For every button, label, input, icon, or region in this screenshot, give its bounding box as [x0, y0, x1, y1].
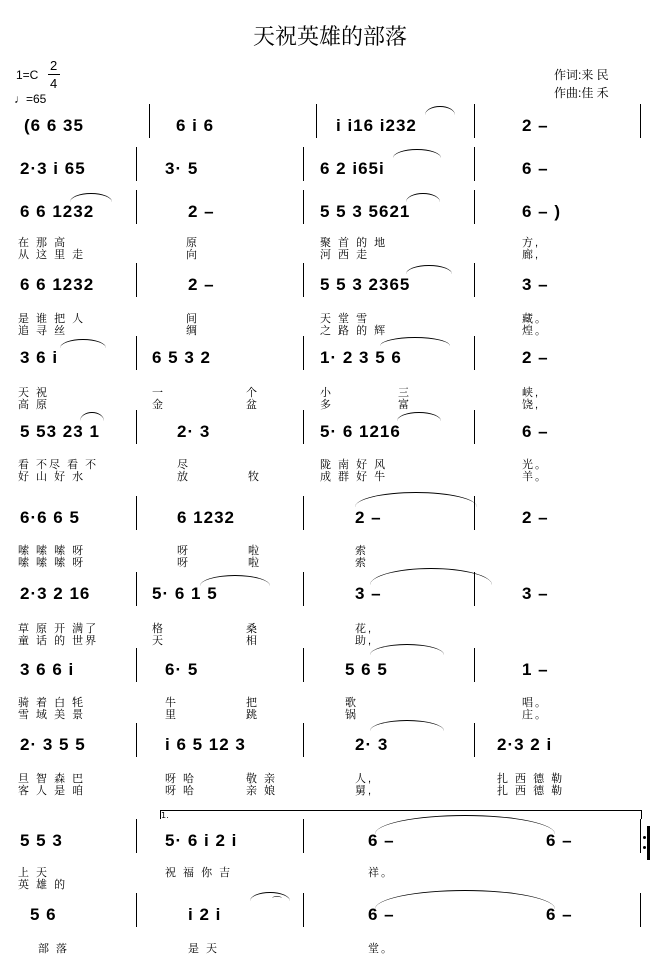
- measure-notes: 2 –: [522, 348, 549, 367]
- measure-notes: 2 –: [522, 508, 549, 527]
- bar-line: [474, 190, 475, 224]
- lyric-text: 饶,: [522, 399, 541, 411]
- slur: [406, 193, 440, 202]
- bar-line: [474, 336, 475, 370]
- lyric-text: 在 那 高: [18, 237, 68, 249]
- measure-notes: 6 –: [368, 905, 395, 924]
- measure-notes: 6 6 1232: [20, 275, 95, 294]
- measure-notes: 6 6 1232: [20, 202, 95, 221]
- measure-notes: 5· 6 1216: [320, 422, 401, 441]
- lyric-text: 助,: [355, 635, 374, 647]
- lyric-text: 一: [152, 387, 165, 399]
- time-signature-bottom: 4: [50, 76, 58, 91]
- measure-notes: i 2 i: [188, 905, 222, 924]
- lyric-text: 格: [152, 623, 165, 635]
- measure-notes: 2 –: [522, 116, 549, 135]
- lyric-text: 堂。: [368, 943, 394, 955]
- bar-line: [474, 147, 475, 181]
- measure-notes: 5 6 5: [345, 660, 388, 679]
- lyric-text: 藏。: [522, 313, 548, 325]
- bar-line: [303, 648, 304, 682]
- bar-line: [303, 263, 304, 297]
- time-signature-line: [48, 74, 60, 75]
- bar-line: [303, 147, 304, 181]
- measure-notes: 3 6 6 i: [20, 660, 75, 679]
- bar-line: [303, 496, 304, 530]
- lyric-text: 人,: [355, 773, 374, 785]
- bar-line: [136, 723, 137, 757]
- measure-notes: i 6 5 12 3: [165, 735, 246, 754]
- notation-row: [14, 118, 646, 148]
- lyric-text: 从 这 里 走: [18, 249, 86, 261]
- notation-row: [14, 161, 646, 191]
- measure-notes: 2 –: [188, 275, 215, 294]
- bar-line: [303, 572, 304, 606]
- lyric-text: 三: [398, 387, 411, 399]
- measure-notes: 5· 6 i 2 i: [165, 831, 238, 850]
- lyric-text: 金: [152, 399, 165, 411]
- lyric-text: 是 天: [188, 943, 220, 955]
- lyric-text: 呀: [177, 545, 190, 557]
- lyric-text: 陇 南 好 风: [320, 459, 388, 471]
- measure-notes: 2 –: [355, 508, 382, 527]
- lyric-text: 跳: [246, 709, 259, 721]
- lyric-text: 看 不尽 看 不: [18, 459, 99, 471]
- measure-notes: 3 6 i: [20, 348, 59, 367]
- measure-notes: 6 i 6: [176, 116, 215, 135]
- bar-line: [316, 104, 317, 138]
- bar-line: [303, 723, 304, 757]
- lyricist-credit: 作词:来 民: [554, 68, 609, 82]
- lyric-text: 歌: [345, 697, 358, 709]
- measure-notes: 5 5 3: [20, 831, 63, 850]
- measure-notes: 3· 5: [165, 159, 199, 178]
- measure-notes: 6 –: [522, 159, 549, 178]
- first-ending-bracket: 1.: [160, 810, 642, 819]
- bar-line: [640, 104, 641, 138]
- notation-row: [14, 907, 646, 937]
- bar-line: [136, 819, 137, 853]
- lyric-text: 亲 娘: [246, 785, 278, 797]
- measure-notes: 2·3 2 16: [20, 584, 91, 603]
- lyric-text: 天 祝: [18, 387, 50, 399]
- notation-row: [14, 204, 646, 234]
- notation-row: [14, 350, 646, 380]
- fermata-icon: ⌒: [272, 897, 282, 908]
- measure-notes: 3 –: [522, 584, 549, 603]
- lyric-text: 索: [355, 557, 368, 569]
- lyric-text: 啦: [248, 557, 261, 569]
- bar-line: [303, 336, 304, 370]
- lyric-text: 是 谁 把 人: [18, 313, 86, 325]
- lyric-text: 聚 首 的 地: [320, 237, 388, 249]
- lyric-text: 富: [398, 399, 411, 411]
- bar-line: [136, 263, 137, 297]
- lyric-text: 高 原: [18, 399, 50, 411]
- lyric-text: 小: [320, 387, 333, 399]
- bar-line: [474, 648, 475, 682]
- bar-line: [640, 819, 641, 853]
- measure-notes: 2·3 i 65: [20, 159, 86, 178]
- lyric-text: 盆: [246, 399, 259, 411]
- bar-line: [474, 263, 475, 297]
- measure-notes: 6·6 6 5: [20, 508, 80, 527]
- measure-notes: 3 –: [522, 275, 549, 294]
- measure-notes: 5 6: [30, 905, 57, 924]
- notation-row: [14, 510, 646, 540]
- lyric-text: 个: [246, 387, 259, 399]
- song-title: 天祝英雄的部落: [252, 25, 407, 50]
- lyric-text: 间: [186, 313, 199, 325]
- slur: [380, 337, 450, 346]
- notation-row: [14, 424, 646, 454]
- bar-line: [136, 336, 137, 370]
- lyric-text: 祝 福 你 吉: [165, 867, 233, 879]
- lyric-text: 桑: [246, 623, 259, 635]
- bar-line: [474, 104, 475, 138]
- lyric-text: 部 落: [38, 943, 70, 955]
- lyric-text: 骑 着 白 牦: [18, 697, 86, 709]
- lyric-text: 庄。: [522, 709, 548, 721]
- notation-row: [14, 277, 646, 307]
- lyric-text: 光。: [522, 459, 548, 471]
- measure-notes: 6 –: [522, 422, 549, 441]
- lyric-text: 原: [186, 237, 199, 249]
- bar-line: [136, 147, 137, 181]
- lyric-text: 索: [355, 545, 368, 557]
- bar-line: [136, 190, 137, 224]
- notation-row: [14, 662, 646, 692]
- bar-line: [303, 410, 304, 444]
- measure-notes: 2 –: [188, 202, 215, 221]
- bar-line: [136, 496, 137, 530]
- repeat-dot: [643, 846, 646, 849]
- measure-notes: 2· 3: [177, 422, 211, 441]
- lyric-text: 呀: [177, 557, 190, 569]
- bar-line: [149, 104, 150, 138]
- bar-line: [303, 190, 304, 224]
- lyric-text: 峡,: [522, 387, 541, 399]
- tie: [375, 890, 555, 909]
- lyric-text: 草 原 开 满了: [18, 623, 99, 635]
- slur: [70, 193, 112, 202]
- composer-credit: 作曲:佳 禾: [554, 86, 609, 100]
- slur: [60, 339, 106, 348]
- measure-notes: 2· 3 5 5: [20, 735, 86, 754]
- bar-line: [474, 723, 475, 757]
- lyric-text: 天 堂 雪: [320, 313, 370, 325]
- measure-notes: 6 5 3 2: [152, 348, 211, 367]
- tempo-mark: ♩=65: [14, 92, 47, 106]
- lyric-text: 嗦 嗦 嗦 呀: [18, 557, 86, 569]
- measure-notes: (6 6 35: [24, 116, 84, 135]
- bar-line: [303, 819, 304, 853]
- lyric-text: 唱。: [522, 697, 548, 709]
- lyric-text: 牛: [165, 697, 178, 709]
- measure-notes: 2·3 2 i: [497, 735, 553, 754]
- lyric-text: 扎 西 德 勒: [497, 773, 565, 785]
- measure-notes: 5· 6 1 5: [152, 584, 218, 603]
- lyric-text: 上 天: [18, 867, 50, 879]
- repeat-bar: [647, 826, 650, 860]
- bar-line: [136, 893, 137, 927]
- notation-row: [14, 737, 646, 767]
- lyric-text: 雪 域 美 景: [18, 709, 86, 721]
- measure-notes: 1 –: [522, 660, 549, 679]
- bar-line: [136, 410, 137, 444]
- slur: [393, 149, 441, 158]
- measure-notes: 5 5 3 5621: [320, 202, 411, 221]
- lyric-text: 童 话 的 世界: [18, 635, 99, 647]
- measure-notes: i i16 i232: [336, 116, 417, 135]
- lyric-text: 啦: [248, 545, 261, 557]
- bar-line: [474, 410, 475, 444]
- tie: [355, 492, 477, 507]
- lyric-text: 绸: [186, 325, 199, 337]
- lyric-text: 敬 亲: [246, 773, 278, 785]
- lyric-text: 呀 哈: [165, 773, 197, 785]
- lyric-text: 呀 哈: [165, 785, 197, 797]
- slur: [80, 412, 104, 421]
- measure-notes: 5 53 23 1: [20, 422, 100, 441]
- measure-notes: 6 –: [546, 831, 573, 850]
- slur: [370, 720, 444, 731]
- measure-notes: 6 –: [546, 905, 573, 924]
- measure-notes: 6 – ): [522, 202, 562, 221]
- lyric-text: 旦 智 森 巴: [18, 773, 86, 785]
- measure-notes: 6 2 i65i: [320, 159, 385, 178]
- lyric-text: 嗦 嗦 嗦 呀: [18, 545, 86, 557]
- lyric-text: 好 山 好 水: [18, 471, 86, 483]
- time-signature-top: 2: [50, 58, 58, 73]
- notation-row: [14, 586, 646, 616]
- notation-row: [14, 833, 646, 863]
- lyric-text: 客 人 是 咱: [18, 785, 86, 797]
- lyric-text: 相: [246, 635, 259, 647]
- key-signature: 1=C: [16, 68, 39, 82]
- lyric-text: 扎 西 德 勒: [497, 785, 565, 797]
- measure-notes: 6 –: [368, 831, 395, 850]
- measure-notes: 6 1232: [177, 508, 235, 527]
- lyric-text: 追 寻 丝: [18, 325, 68, 337]
- slur: [250, 892, 290, 901]
- tie: [370, 568, 492, 585]
- lyric-text: 牧: [248, 471, 261, 483]
- repeat-dot: [643, 836, 646, 839]
- slur: [200, 575, 270, 586]
- lyric-text: 放: [177, 471, 190, 483]
- lyric-text: 尽: [177, 459, 190, 471]
- lyric-text: 花,: [355, 623, 374, 635]
- bar-line: [136, 572, 137, 606]
- lyric-text: 向: [186, 249, 199, 261]
- lyric-text: 里: [165, 709, 178, 721]
- measure-notes: 5 5 3 2365: [320, 275, 411, 294]
- lyric-text: 祥。: [368, 867, 394, 879]
- lyric-text: 英 雄 的: [18, 879, 68, 891]
- lyric-text: 之 路 的 辉: [320, 325, 388, 337]
- lyric-text: 天: [152, 635, 165, 647]
- bar-line: [303, 893, 304, 927]
- measure-notes: 6· 5: [165, 660, 199, 679]
- measure-notes: 2· 3: [355, 735, 389, 754]
- lyric-text: 河 西 走: [320, 249, 370, 261]
- bar-line: [136, 648, 137, 682]
- slur: [370, 644, 444, 655]
- slur: [406, 265, 452, 274]
- lyric-text: 方,: [522, 237, 541, 249]
- bar-line: [640, 893, 641, 927]
- slur: [425, 106, 455, 115]
- lyric-text: 煌。: [522, 325, 548, 337]
- lyric-text: 成 群 好 牛: [320, 471, 388, 483]
- lyric-text: 羊。: [522, 471, 548, 483]
- lyric-text: 舅,: [355, 785, 374, 797]
- slur: [397, 412, 441, 421]
- lyric-text: 廊,: [522, 249, 541, 261]
- lyric-text: 多: [320, 399, 333, 411]
- bar-line: [474, 496, 475, 530]
- lyric-text: 把: [246, 697, 259, 709]
- measure-notes: 1· 2 3 5 6: [320, 348, 402, 367]
- measure-notes: 3 –: [355, 584, 382, 603]
- lyric-text: 锅: [345, 709, 358, 721]
